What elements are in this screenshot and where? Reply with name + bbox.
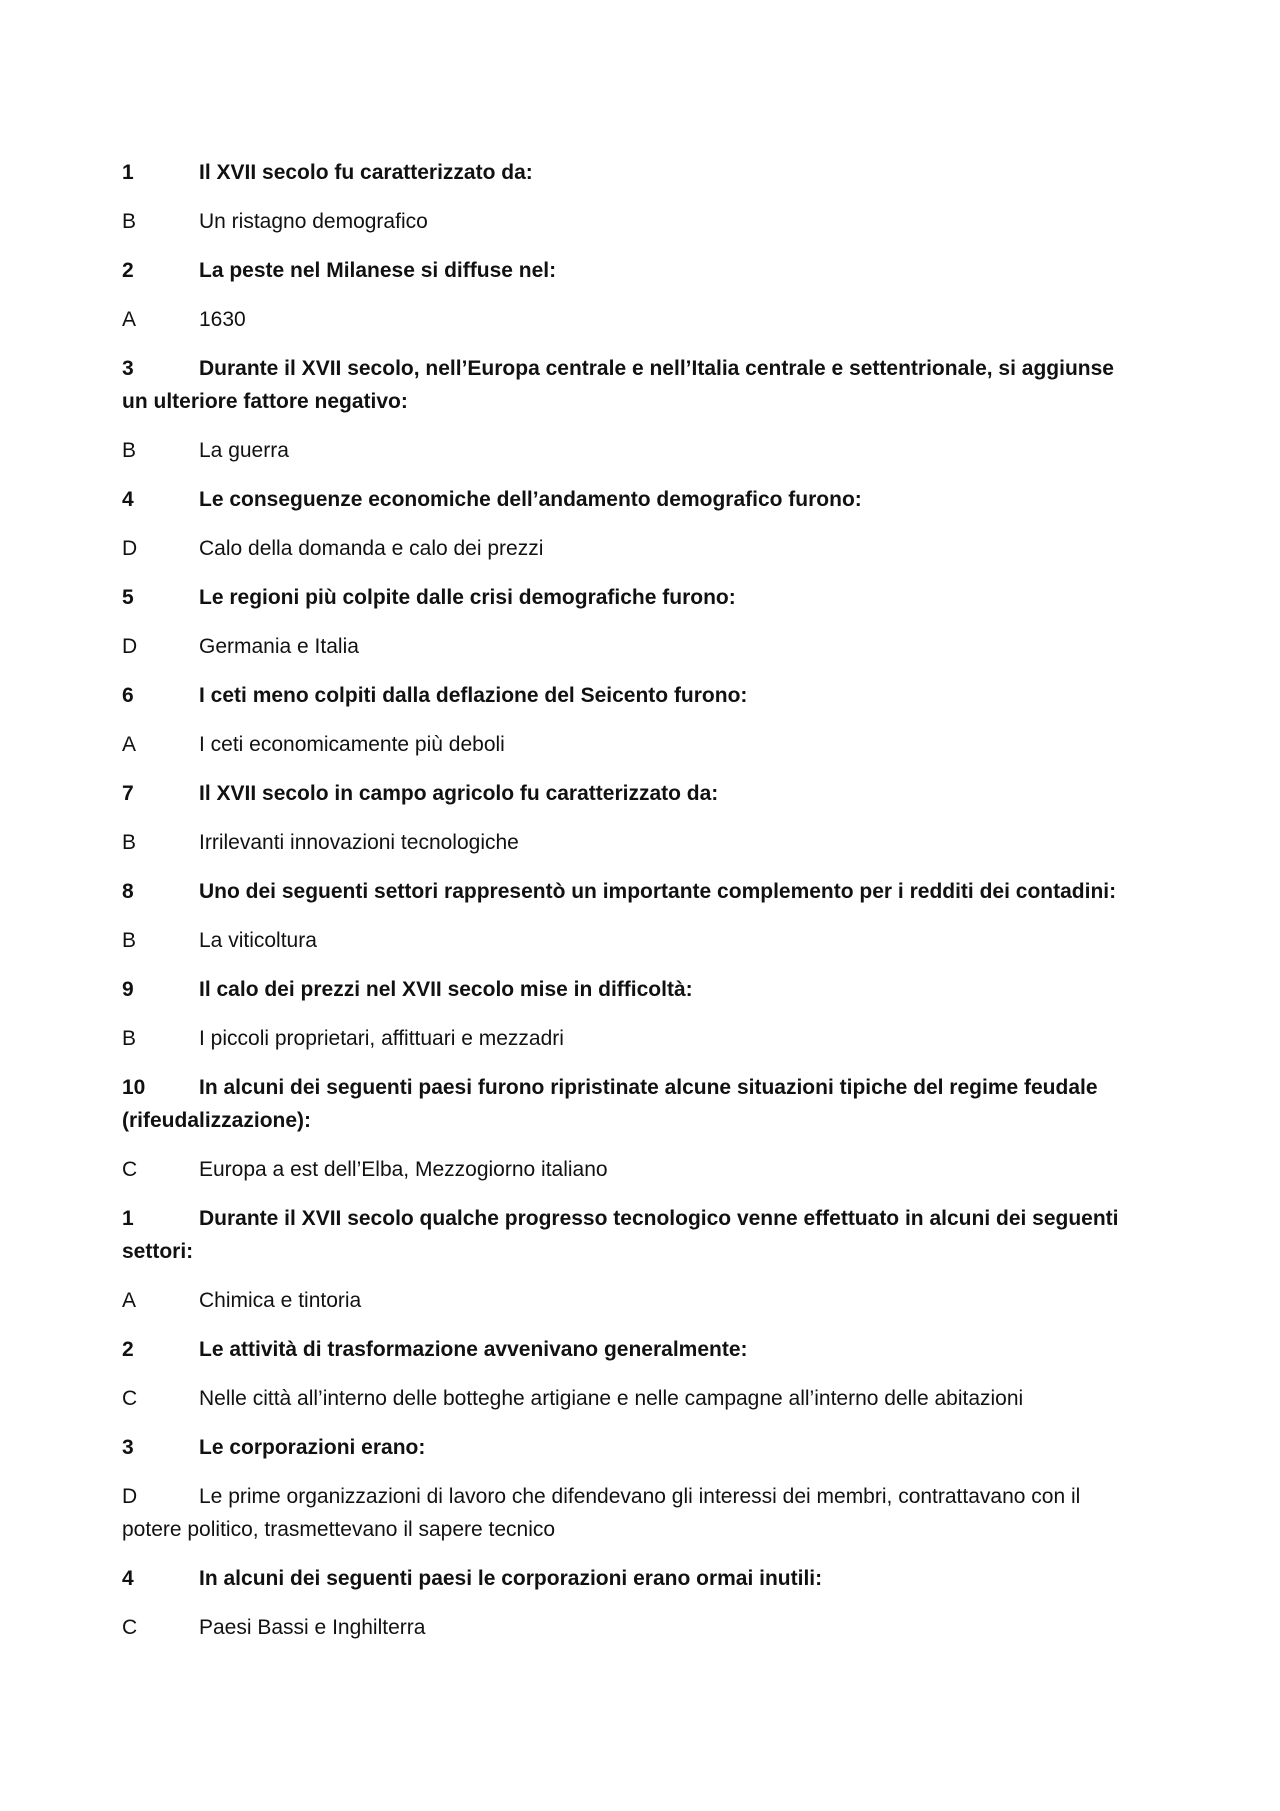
question-row: [122, 254, 1140, 287]
question-text: Il XVII secolo fu caratterizzato da:: [199, 161, 533, 184]
answer-row: [122, 630, 1140, 663]
question-number: 8: [122, 880, 134, 903]
question-row: [122, 777, 1140, 810]
answer-text: I piccoli proprietari, affittuari e mezzadri: [199, 1027, 564, 1050]
answer-row: [122, 1022, 1140, 1055]
answer-row: [122, 1480, 1140, 1546]
answer-row: [122, 532, 1140, 565]
answer-letter: A: [122, 733, 137, 756]
question-row: [122, 1202, 1140, 1268]
question-number: 7: [122, 782, 134, 805]
answer-letter: D: [122, 537, 138, 560]
answer-row: [122, 434, 1140, 467]
answer-row: [122, 303, 1140, 336]
answer-text: Un ristagno demografico: [199, 210, 428, 233]
question-row: [122, 483, 1140, 516]
answer-letter: B: [122, 210, 137, 233]
question-text: Le conseguenze economiche dell’andamento demografico furono:: [199, 488, 862, 511]
answer-text: Irrilevanti innovazioni tecnologiche: [199, 831, 519, 854]
question-text: Le attività di trasformazione avvenivano generalmente:: [199, 1338, 748, 1361]
question-number: 6: [122, 684, 134, 707]
answer-row: [122, 826, 1140, 859]
question-row: [122, 1333, 1140, 1366]
question-number: 3: [122, 1436, 134, 1459]
question-text: In alcuni dei seguenti paesi le corporazioni erano ormai inutili:: [199, 1567, 823, 1590]
question-text: Il XVII secolo in campo agricolo fu caratterizzato da:: [199, 782, 719, 805]
answer-letter: D: [122, 1485, 138, 1508]
question-number: 2: [122, 259, 134, 282]
answer-text: Paesi Bassi e Inghilterra: [199, 1616, 426, 1639]
answer-text: Germania e Italia: [199, 635, 359, 658]
answer-text: Le prime organizzazioni di lavoro che difendevano gli interessi dei membri, contrattavano con il potere politico, trasmettevano il sapere tecnico: [122, 1485, 1081, 1541]
question-answer-list: [122, 156, 1140, 1644]
question-number: 1: [122, 1207, 134, 1230]
question-text: Durante il XVII secolo, nell’Europa centrale e nell’Italia centrale e settentrionale, si aggiunse un ulteriore fattore negativo:: [122, 357, 1114, 413]
answer-letter: B: [122, 439, 137, 462]
question-number: 3: [122, 357, 134, 380]
question-number: 1: [122, 161, 134, 184]
answer-letter: B: [122, 831, 137, 854]
question-text: In alcuni dei seguenti paesi furono ripristinate alcune situazioni tipiche del regime feudale (rifeudalizzazione):: [122, 1076, 1098, 1132]
question-text: Il calo dei prezzi nel XVII secolo mise in difficoltà:: [199, 978, 693, 1001]
answer-row: [122, 1611, 1140, 1644]
question-number: 10: [122, 1076, 146, 1099]
answer-letter: A: [122, 308, 137, 331]
question-text: Uno dei seguenti settori rappresentò un importante complemento per i redditi dei contadini:: [199, 880, 1117, 903]
question-text: Durante il XVII secolo qualche progresso tecnologico venne effettuato in alcuni dei seguenti settori:: [122, 1207, 1119, 1263]
question-row: [122, 1071, 1140, 1137]
answer-letter: A: [122, 1289, 137, 1312]
answer-letter: C: [122, 1158, 138, 1181]
question-text: La peste nel Milanese si diffuse nel:: [199, 259, 557, 282]
answer-row: [122, 1153, 1140, 1186]
answer-row: [122, 924, 1140, 957]
answer-text: Nelle città all’interno delle botteghe artigiane e nelle campagne all’interno delle abitazioni: [199, 1387, 1024, 1410]
question-text: Le corporazioni erano:: [199, 1436, 426, 1459]
question-row: [122, 156, 1140, 189]
answer-letter: C: [122, 1616, 138, 1639]
answer-text: I ceti economicamente più deboli: [199, 733, 505, 756]
answer-text: La guerra: [199, 439, 289, 462]
answer-text: 1630: [199, 308, 246, 331]
question-number: 4: [122, 1567, 134, 1590]
question-row: [122, 352, 1140, 418]
answer-text: Chimica e tintoria: [199, 1289, 362, 1312]
question-number: 4: [122, 488, 134, 511]
answer-text: Europa a est dell’Elba, Mezzogiorno italiano: [199, 1158, 608, 1181]
question-row: [122, 1431, 1140, 1464]
answer-letter: C: [122, 1387, 138, 1410]
question-row: [122, 581, 1140, 614]
answer-row: [122, 1284, 1140, 1317]
question-row: [122, 1562, 1140, 1595]
answer-letter: B: [122, 929, 137, 952]
question-number: 9: [122, 978, 134, 1001]
question-row: [122, 875, 1140, 908]
answer-text: Calo della domanda e calo dei prezzi: [199, 537, 544, 560]
question-text: Le regioni più colpite dalle crisi demografiche furono:: [199, 586, 736, 609]
answer-row: [122, 728, 1140, 761]
answer-row: [122, 1382, 1140, 1415]
question-row: [122, 679, 1140, 712]
question-row: [122, 973, 1140, 1006]
question-text: I ceti meno colpiti dalla deflazione del Seicento furono:: [199, 684, 748, 707]
answer-letter: D: [122, 635, 138, 658]
answer-row: [122, 205, 1140, 238]
answer-letter: B: [122, 1027, 137, 1050]
answer-text: La viticoltura: [199, 929, 317, 952]
question-number: 2: [122, 1338, 134, 1361]
question-number: 5: [122, 586, 134, 609]
